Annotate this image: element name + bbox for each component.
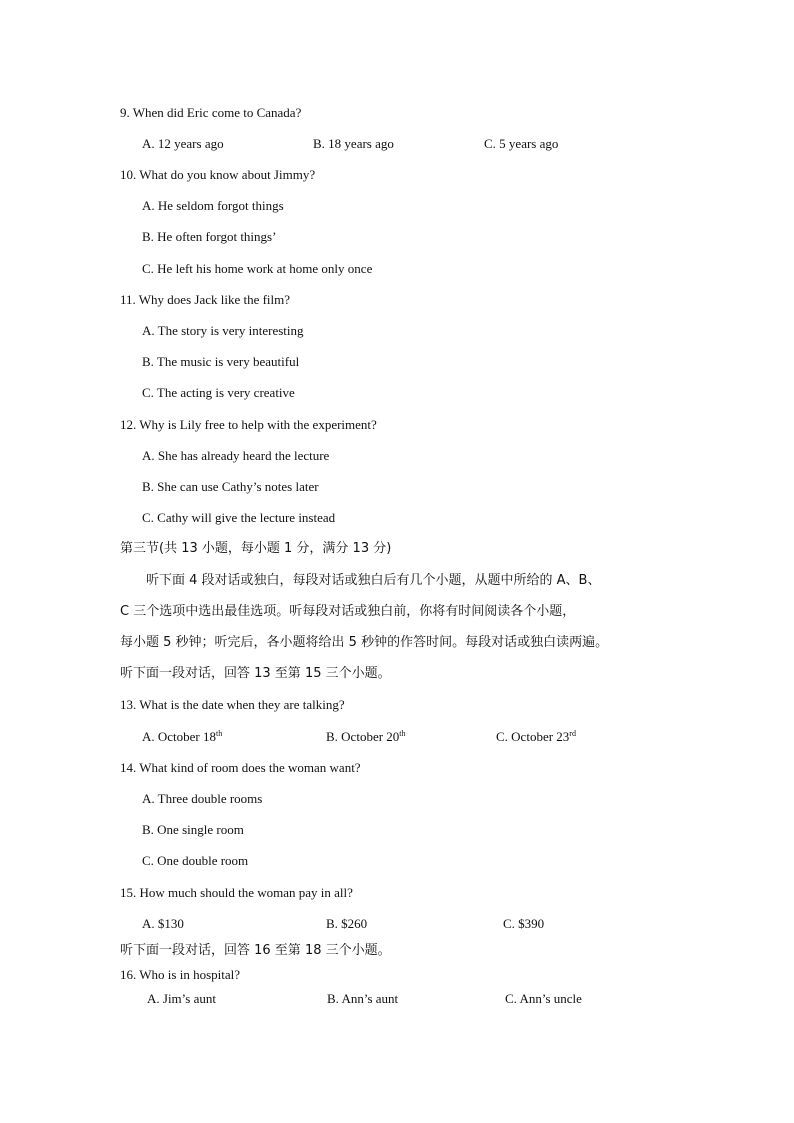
- question-14-option-b: B. One single room: [142, 822, 244, 837]
- question-15-stem: 15. How much should the woman pay in all?: [120, 885, 353, 900]
- question-13-option-a: A. October 18th: [142, 729, 223, 744]
- question-9-option-a: A. 12 years ago: [142, 136, 224, 151]
- question-10-option-b: B. He often forgot things’: [142, 229, 277, 244]
- question-9-option-b: B. 18 years ago: [313, 136, 394, 151]
- question-15-option-c: C. $390: [503, 916, 545, 931]
- question-10-option-a: A. He seldom forgot things: [142, 198, 284, 213]
- question-14-option-c: C. One double room: [142, 853, 249, 868]
- question-16-option-a: A. Jim’s aunt: [147, 991, 216, 1006]
- section-3-instructions-line-1: 听下面 4 段对话或独白，每段对话或独白后有几个小题，从题中所给的 A、B、: [146, 573, 601, 588]
- section-3-instructions-line-2: C 三个选项中选出最佳选项。听每段对话或独白前，你将有时间阅读各个小题，: [120, 604, 576, 619]
- ordinal-suffix: rd: [569, 729, 576, 738]
- question-16-option-b: B. Ann’s aunt: [327, 991, 399, 1006]
- question-16-stem: 16. Who is in hospital?: [120, 967, 241, 982]
- ordinal-suffix: th: [399, 729, 406, 738]
- question-11-stem: 11. Why does Jack like the film?: [120, 292, 291, 307]
- question-13-option-b: B. October 20th: [326, 729, 406, 744]
- section-3-heading: 第三节(共 13 小题，每小题 1 分，满分 13 分): [120, 541, 392, 556]
- question-12-option-c: C. Cathy will give the lecture instead: [142, 510, 336, 525]
- ordinal-suffix: th: [216, 729, 223, 738]
- question-15-option-b: B. $260: [326, 916, 368, 931]
- question-11-option-b: B. The music is very beautiful: [142, 354, 300, 369]
- question-11-option-a: A. The story is very interesting: [142, 323, 304, 338]
- question-9-option-c: C. 5 years ago: [484, 136, 559, 151]
- question-13-stem: 13. What is the date when they are talking?: [120, 697, 345, 712]
- question-14-option-a: A. Three double rooms: [142, 791, 263, 806]
- question-10-option-c: C. He left his home work at home only once: [142, 261, 373, 276]
- question-13-option-c: C. October 23rd: [496, 729, 576, 744]
- question-12-stem: 12. Why is Lily free to help with the experiment?: [120, 417, 377, 432]
- question-9-stem: 9. When did Eric come to Canada?: [120, 105, 302, 120]
- question-16-option-c: C. Ann’s uncle: [505, 991, 582, 1006]
- question-14-stem: 14. What kind of room does the woman want?: [120, 760, 361, 775]
- question-12-option-a: A. She has already heard the lecture: [142, 448, 330, 463]
- section-3-instructions-line-3: 每小题 5 秒钟；听完后，各小题将给出 5 秒钟的作答时间。每段对话或独白读两遍。: [120, 635, 609, 650]
- question-15-option-a: A. $130: [142, 916, 184, 931]
- question-12-option-b: B. She can use Cathy’s notes later: [142, 479, 319, 494]
- question-11-option-c: C. The acting is very creative: [142, 385, 295, 400]
- dialog-2-instruction: 听下面一段对话，回答 16 至第 18 三个小题。: [120, 943, 391, 958]
- dialog-1-instruction: 听下面一段对话，回答 13 至第 15 三个小题。: [120, 666, 391, 681]
- question-10-stem: 10. What do you know about Jimmy?: [120, 167, 316, 182]
